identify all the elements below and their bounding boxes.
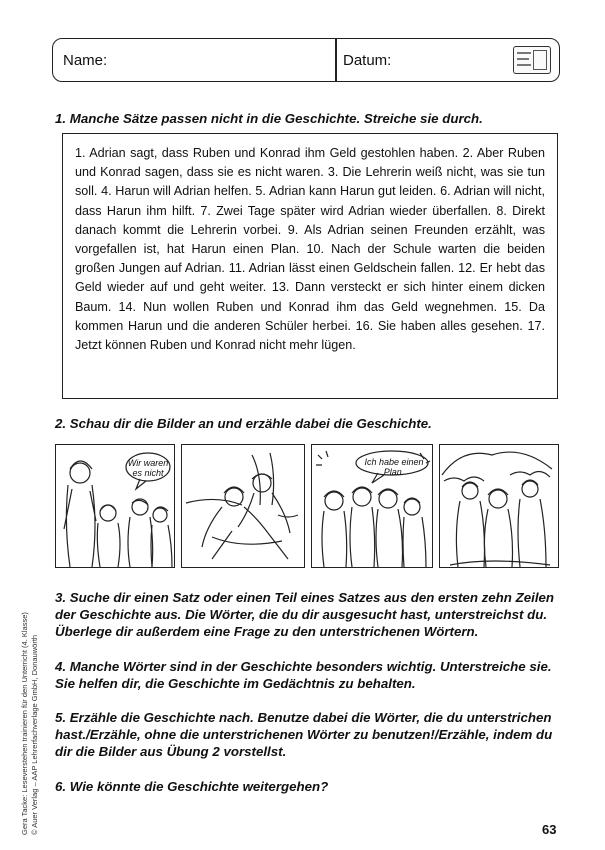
page-number: 63: [542, 822, 557, 837]
speech-bubble-1-line1: Wir waren: [127, 458, 169, 468]
speech-bubble-3: Ich habe einen Plan.: [364, 457, 424, 477]
comic-panel-3: [311, 444, 433, 568]
task-3: 3. Suche dir einen Satz oder einen Teil eines Satzes aus den ersten zehn Zeilen der Geschichte aus. Die Wörter, die du dir ausgesucht hast, unterstreichst du. Überlege dir außerdem eine Frage zu den unterstrichenen Wörtern.: [55, 590, 555, 639]
publisher-logo-icon: [513, 46, 551, 74]
name-label: Name:: [63, 52, 108, 69]
speech-bubble-1-line2: es nicht: [132, 468, 164, 478]
copyright-sidebar: [20, 585, 40, 835]
task-2: 2. Schau dir die Bilder an und erzähle dabei die Geschichte.: [55, 416, 432, 431]
comic-strip: [55, 444, 559, 568]
date-label: Datum:: [343, 52, 392, 69]
comic-panel-2-drawing: [182, 445, 306, 569]
comic-panel-1: [55, 444, 175, 568]
comic-panel-4: [439, 444, 559, 568]
comic-panel-2: [181, 444, 305, 568]
task-6: 6. Wie könnte die Geschichte weitergehen?: [55, 779, 329, 794]
task-4: 4. Manche Wörter sind in der Geschichte besonders wichtig. Unterstreiche sie. Sie helfen dir, die Geschichte im Gedächtnis zu behalten.: [55, 659, 552, 691]
copyright-line-1: Gera Tacke: Leseverstehen trainieren für den Unterricht (4. Klasse): [20, 612, 29, 835]
copyright-line-2: © Auer Verlag – AAP Lehrerfachverlage GmbH, Donauwörth: [30, 634, 39, 835]
speech-bubble-1: [127, 458, 169, 478]
task-5: 5. Erzähle die Geschichte nach. Benutze dabei die Wörter, die du unterstrichen hast./Erzähle, ohne die unterstrichenen Wörter zu benutzen!/Erzähle, indem du dir die Bilder aus Übung 2 vorstellst.: [55, 710, 553, 759]
header-divider: [335, 39, 337, 81]
comic-panel-4-drawing: [440, 445, 560, 569]
story-text: 1. Adrian sagt, dass Ruben und Konrad ihm Geld gestohlen haben. 2. Aber Ruben und Konrad sagen, dass sie es nicht waren. 3. Die Lehrerin weiß nicht, was sie tun soll. 4. Harun will Adrian helfen. 5. Adrian kann Harun gut leiden. 6. Adrian will nicht, dass Harun ihm hilft. 7. Zwei Tage später wird Adrian wieder überfallen. 8. Direkt danach kommt die Lehrerin vorbei. 9. Als Adrian seinen Freunden erzählt, was vorgefallen ist, hat Harun einen Plan. 10. Nach der Schule warten die beiden großen Jungen auf Adrian. 11. Adrian lässt einen Geldschein fallen. 12. Er hebt das Geld wieder auf und geht weiter. 13. Dann versteckt er sich hinter einem dicken Baum. 14. Nun wollen Ruben und Konrad ihm das Geld wegnehmen. 15. Da kommen Harun und die anderen Schüler herbei. 16. Sie haben alles gesehen. 17. Jetzt können Ruben und Konrad nicht mehr lügen.: [62, 133, 558, 399]
task-1: 1. Manche Sätze passen nicht in die Geschichte. Streiche sie durch.: [55, 111, 483, 126]
header-box: [52, 38, 560, 82]
